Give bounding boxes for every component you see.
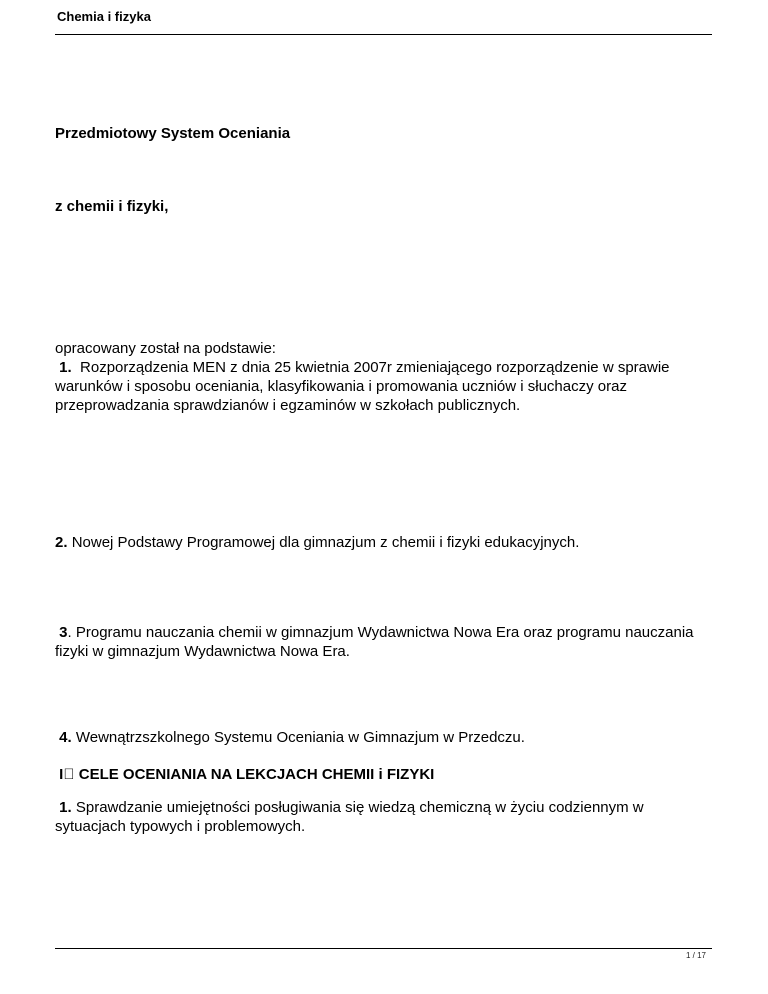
section-heading-text: I  CELE OCENIANIA NA LEKCJACH CHEMII i FIZYKI [59, 766, 435, 783]
document-subtitle: z chemii i fizyki, [55, 198, 169, 215]
list-item-number: 1. [59, 799, 72, 816]
list-item-text: Wewnątrzszkolnego Systemu Oceniania w Gimnazjum w Przedczu. [75, 729, 525, 746]
list-item-number: 3 [59, 624, 68, 641]
list-item-2 [55, 533, 715, 552]
list-item-number: 1. [59, 359, 72, 376]
list-item-text: Rozporządzenia MEN z dnia 25 kwietnia 2007r zmieniającego rozporządzenie w sprawie warunków i sposobu oceniania, klasyfikowania i promowania uczniów i słuchaczy oraz przeprowadzania sprawdzianów i egzaminów w szkołach publicznych. [55, 359, 670, 414]
list-item-text: Sprawdzanie umiejętności posługiwania się wiedzą chemiczną w życiu codziennym w sytuacjach typowych i problemowych. [55, 799, 644, 835]
list-item-number: 2. [55, 534, 68, 551]
list-item-1 [55, 358, 715, 415]
intro-paragraph [55, 339, 715, 415]
list-item-text: Nowej Podstawy Programowej dla gimnazjum z chemii i fizyki edukacyjnych. [71, 534, 580, 551]
page-number: 1 / 17 [685, 951, 706, 960]
list-item-3 [55, 623, 715, 661]
list-item-number: 4. [59, 729, 72, 746]
document-title: Przedmiotowy System Oceniania [55, 125, 291, 142]
section-list-item-1 [55, 798, 715, 836]
footer-rule [55, 948, 712, 949]
section-heading [55, 765, 715, 784]
intro-text: opracowany został na podstawie: [55, 340, 276, 357]
list-item-text: . Programu nauczania chemii w gimnazjum Wydawnictwa Nowa Era oraz programu nauczania fizyki w gimnazjum Wydawnictwa Nowa Era. [55, 624, 694, 660]
list-item-4 [55, 728, 715, 747]
header-rule [55, 34, 712, 35]
header-title: Chemia i fizyka [57, 9, 151, 24]
